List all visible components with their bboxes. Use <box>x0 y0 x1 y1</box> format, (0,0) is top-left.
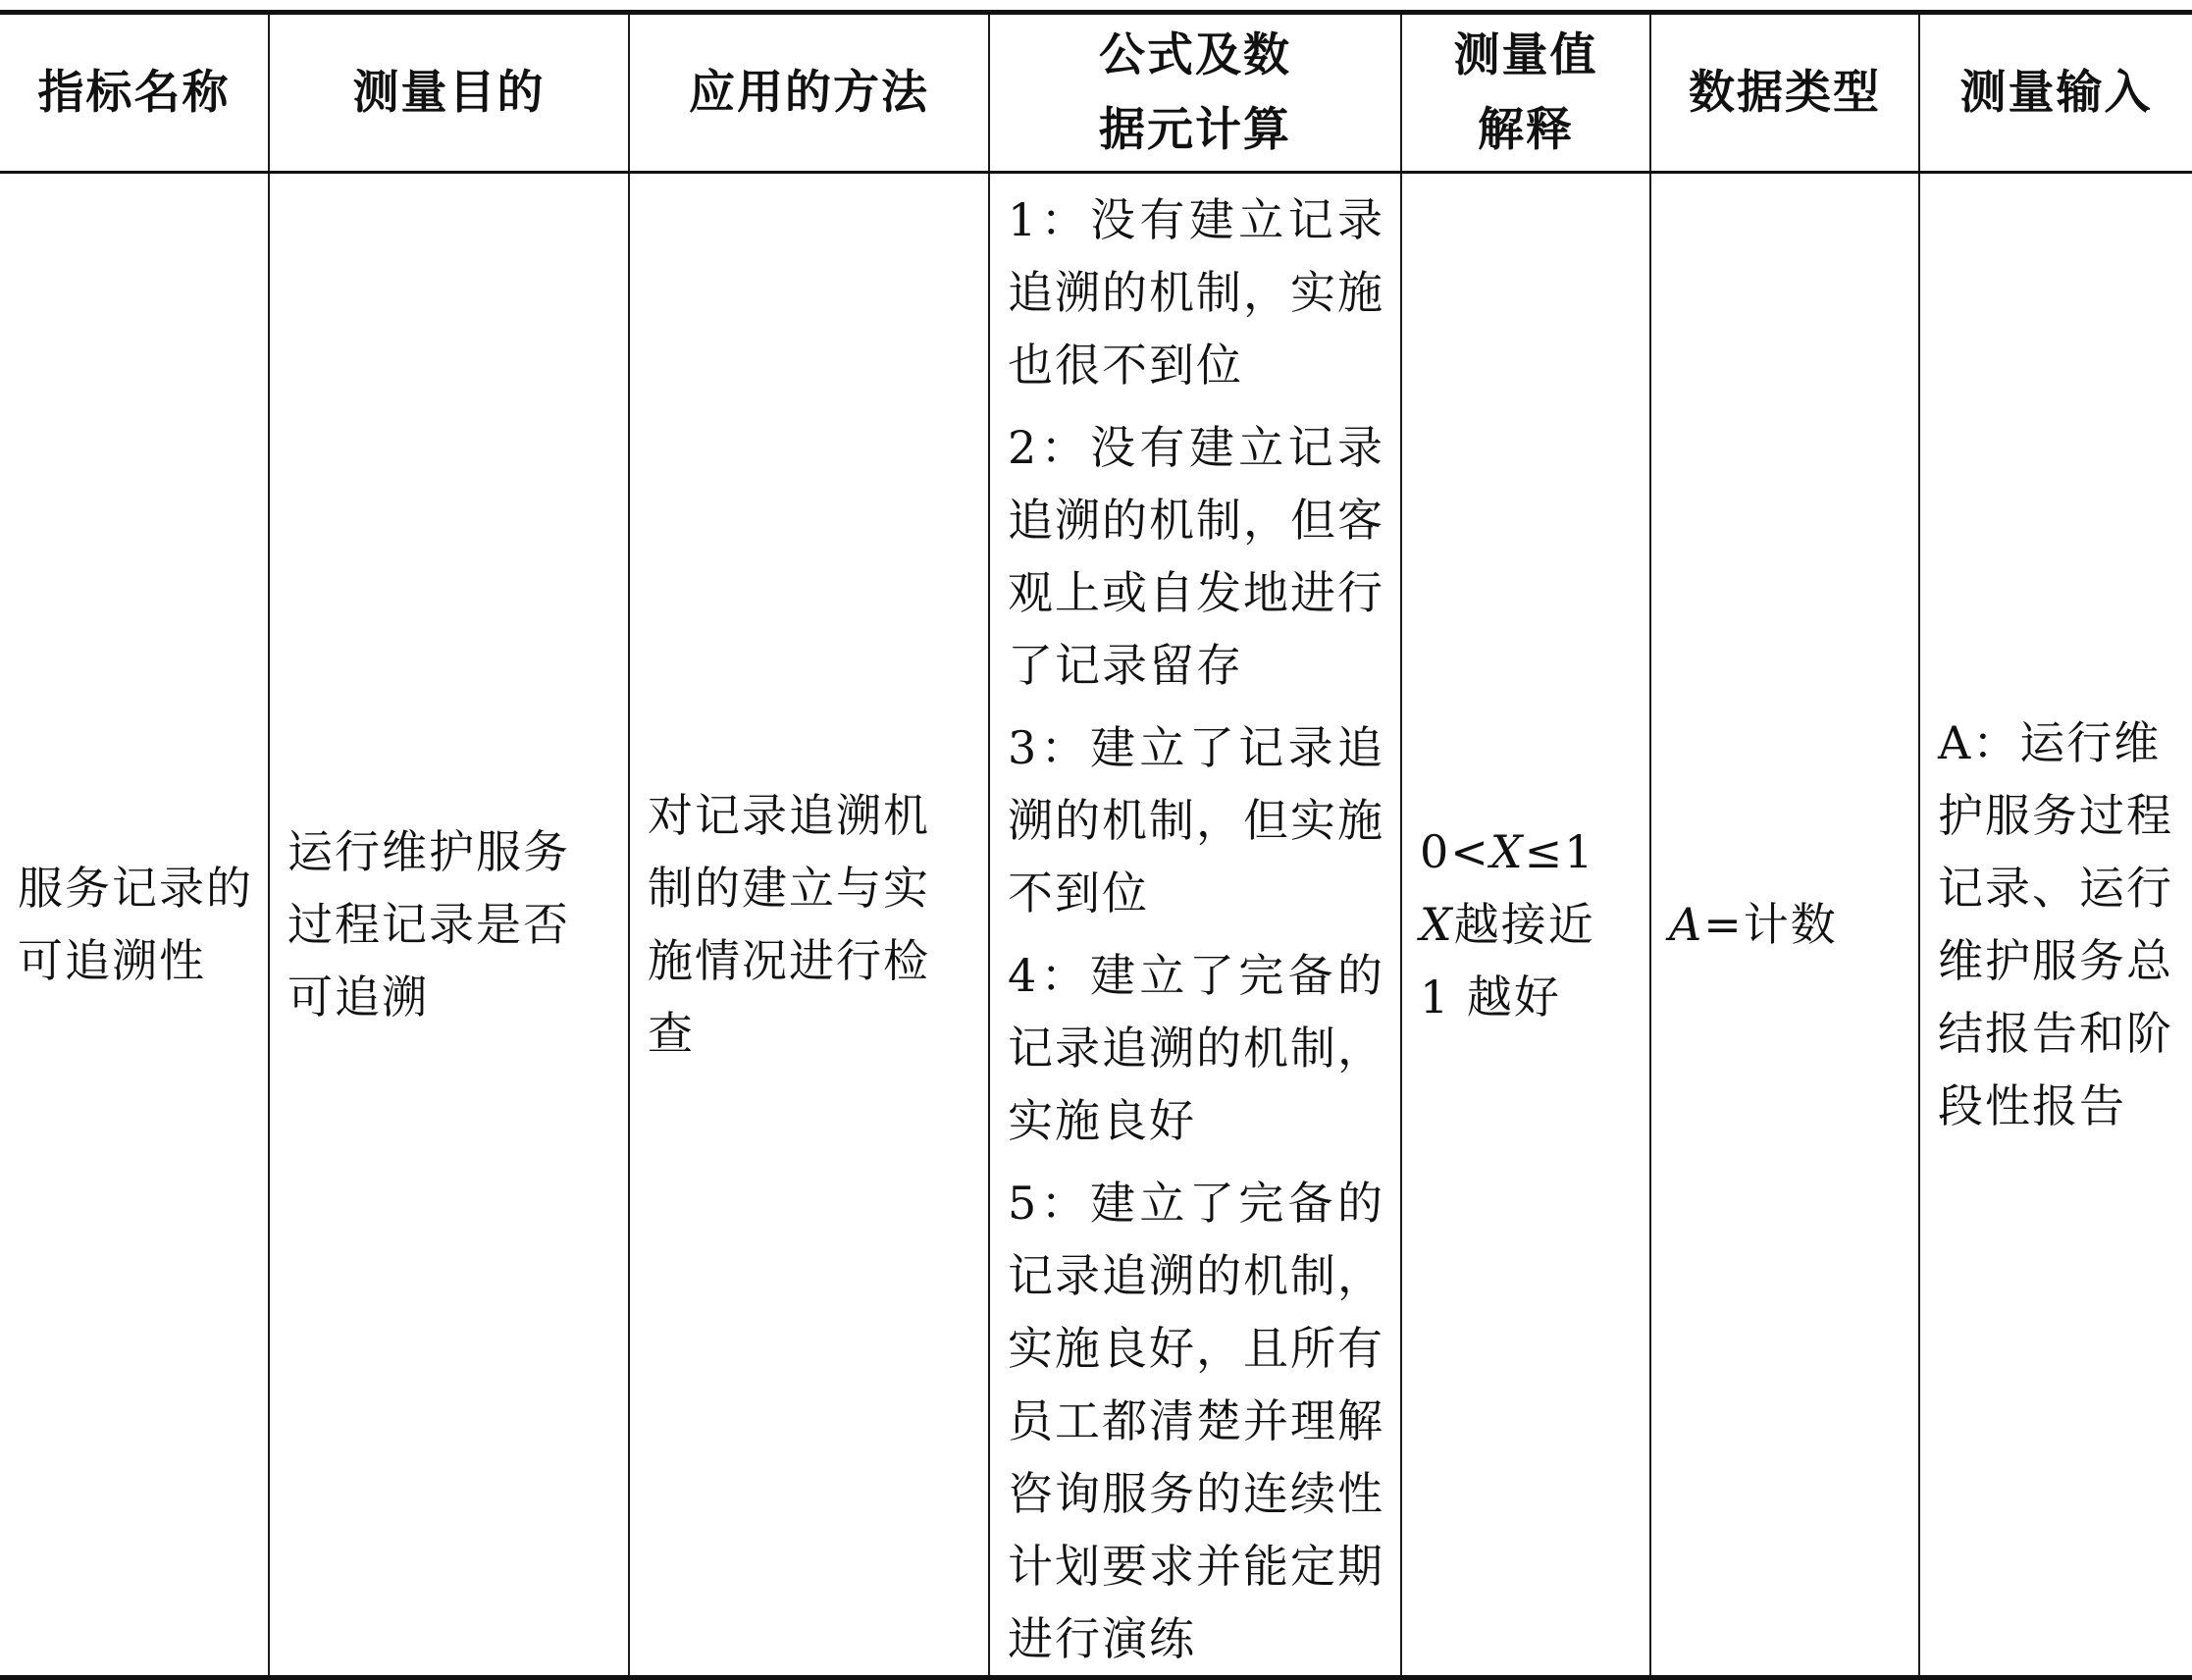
data-type-text <box>1651 888 1918 961</box>
header-row <box>0 13 2192 173</box>
range-variable: X <box>1489 825 1525 878</box>
metrics-table <box>0 10 2192 1680</box>
purpose-text: 运行维护服务过程记录是否可追溯 <box>287 825 570 1024</box>
input-cell <box>1919 173 2192 1678</box>
header-interpretation-line1: 测量值 <box>1453 27 1598 82</box>
header-method: 应用的方法 <box>629 13 989 173</box>
formula-item-3: 3：建立了记录追溯的机制，但实施不到位 <box>1008 721 1384 919</box>
formula-item-1: 1：没有建立记录追溯的机制，实施也很不到位 <box>1008 193 1384 392</box>
header-metric-name: 指标名称 <box>0 13 269 173</box>
range-suffix: ≤1 <box>1524 825 1595 878</box>
interpretation-text <box>1402 815 1649 1033</box>
header-interpretation <box>1401 13 1650 173</box>
table-row <box>0 173 2192 1678</box>
formula-item-2: 2：没有建立记录追溯的机制，但客观上或自发地进行了记录留存 <box>1008 421 1384 692</box>
metric-name-cell <box>0 173 269 1678</box>
interpretation-cell <box>1401 173 1650 1678</box>
data-type-variable: A <box>1669 898 1704 951</box>
header-formula-line2: 据元计算 <box>1099 102 1291 157</box>
input-text: A：运行维护服务过程记录、运行维护服务总结报告和阶段性报告 <box>1938 716 2173 1132</box>
formula-cell <box>989 173 1401 1678</box>
data-type-cell <box>1650 173 1919 1678</box>
header-formula <box>989 13 1401 173</box>
method-cell <box>629 173 989 1678</box>
better-variable: X <box>1420 898 1454 951</box>
range-prefix: 0< <box>1420 825 1490 878</box>
better-text: 越接近 1 越好 <box>1420 898 1595 1024</box>
value-range <box>1420 815 1636 888</box>
metric-name-text: 服务记录的可追溯性 <box>18 862 253 987</box>
header-formula-line1: 公式及数 <box>1099 27 1291 82</box>
header-input: 测量输入 <box>1919 13 2192 173</box>
data-type-value: =计数 <box>1703 898 1838 951</box>
purpose-cell <box>269 173 629 1678</box>
header-interpretation-line2: 解释 <box>1478 102 1574 157</box>
formula-item-5: 5：建立了完备的记录追溯的机制，实施良好，且所有员工都清楚并理解咨询服务的连续性计划要求并能定期进行演练 <box>1008 1177 1384 1665</box>
method-text: 对记录追溯机制的建立与实施情况进行检查 <box>648 789 930 1060</box>
formula-item-4: 4：建立了完备的记录追溯的机制，实施良好 <box>1008 949 1384 1147</box>
header-data-type: 数据类型 <box>1650 13 1919 173</box>
header-purpose: 测量目的 <box>269 13 629 173</box>
